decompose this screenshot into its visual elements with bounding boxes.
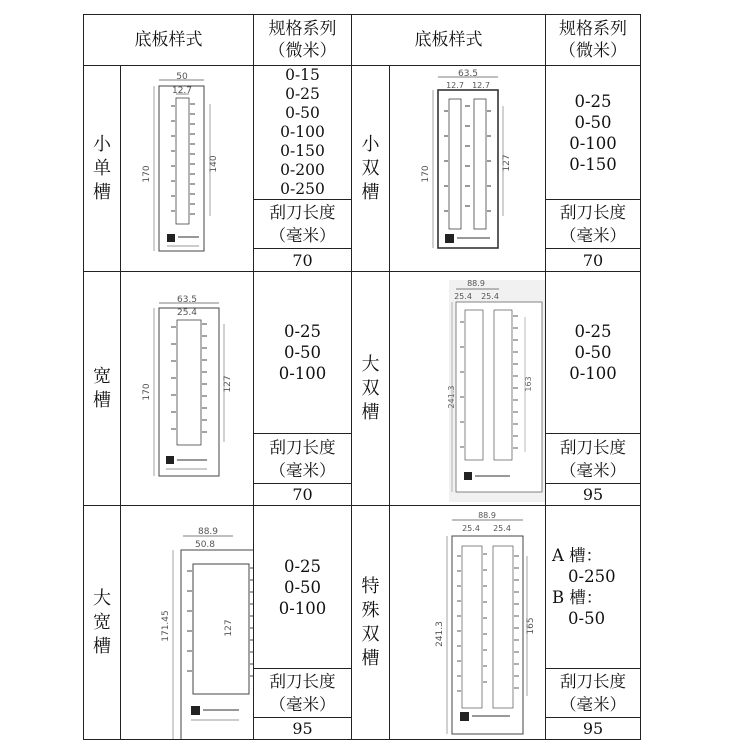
blade-label-small-single [254,200,352,249]
svg-text:25.4: 25.4 [454,292,472,301]
spec-item: 0-50 [574,112,612,132]
spec-item: 0-25 [285,85,320,103]
large-wide-plate [121,506,254,740]
drawing-large-double [390,272,546,506]
svg-text:127: 127 [502,154,512,172]
logo-icon [167,234,175,242]
text-line: （微米） [559,41,627,61]
text-line: 殊 [361,599,380,621]
header-style-2: 底板样式 [352,15,546,66]
drawing-small-single [121,66,254,272]
text-line: （毫米） [560,695,626,714]
text-line: 槽 [93,635,111,657]
specs-large-wide [254,506,352,669]
spec-item: 0-150 [280,142,325,160]
svg-text:63.5: 63.5 [176,295,198,305]
spec-table [83,14,641,740]
scale-ticks [171,324,207,432]
spec-item: 0-100 [278,364,327,383]
spec-item: 0-15 [285,66,320,84]
scale-ticks [457,554,519,691]
spec-b-label: B 槽： [552,588,603,607]
svg-text:171.45: 171.45 [161,610,171,642]
row-large [84,506,641,669]
header-spec-2 [546,15,641,66]
svg-text:25.4: 25.4 [462,524,480,533]
text-line: 规格系列 [559,19,627,39]
row-small [84,66,641,200]
drawing-special-double [390,506,546,740]
name-small-double [352,66,390,272]
text-line: 刮刀长度 [560,437,626,457]
svg-text:25.4: 25.4 [493,524,511,533]
name-special-double [352,506,390,740]
blade-value-small-single: 70 [254,249,352,272]
spec-item: 0-50 [283,343,322,362]
small-single-plate [121,66,254,266]
logo-icon [464,472,472,480]
blade-value-large-wide: 95 [254,718,352,740]
svg-text:12.7: 12.7 [472,81,490,90]
text-line: 刮刀长度 [269,203,336,222]
blade-label-large-double [546,434,641,484]
text-line: 双 [361,623,380,645]
scale-ticks [171,104,195,214]
blade-value-large-double: 95 [546,484,641,506]
svg-text:170: 170 [142,165,152,183]
spec-b-range: 0-50 [568,609,606,628]
spec-item: 0-100 [569,133,617,153]
name-large-double [352,272,390,506]
text-line: （毫米） [269,460,336,480]
text-line: （微米） [268,41,337,61]
spec-a-range: 0-250 [568,567,616,586]
spec-item: 0-200 [280,161,325,179]
drawing-wide [121,272,254,506]
small-double-plate [390,66,546,266]
specs-small-single [254,66,352,200]
blade-label-large-wide [254,669,352,718]
specs-special-double [546,506,641,669]
spec-item: 0-100 [569,364,617,383]
text-line: 小 [93,133,111,155]
spec-item: 0-100 [280,123,325,141]
spec-item: 0-150 [569,154,617,174]
svg-text:88.9: 88.9 [197,527,219,537]
text-line: 槽 [361,401,380,423]
text-line: （毫米） [560,460,626,480]
text-line: 特 [361,575,380,597]
name-wide [84,272,121,506]
svg-text:25.4: 25.4 [481,292,499,301]
text-line: （毫米） [269,226,336,245]
scale-ticks [444,106,491,211]
svg-text:241.3: 241.3 [435,621,445,647]
text-line: 槽 [93,181,111,203]
large-double-plate [390,272,546,504]
text-line: 单 [93,157,111,179]
logo-icon [445,234,454,243]
text-line: 槽 [361,647,380,669]
spec-item: 0-25 [283,322,322,341]
specs-wide [254,272,352,434]
header-row [84,15,641,66]
spec-item: 0-50 [285,104,320,122]
logo-icon [191,706,200,715]
text-line: 大 [361,353,380,375]
svg-text:25.4: 25.4 [176,308,198,318]
text-line: 槽 [93,389,111,411]
svg-text:88.9: 88.9 [478,511,496,520]
wide-plate [121,272,254,504]
text-line: 刮刀长度 [269,437,336,457]
svg-text:88.9: 88.9 [467,279,485,288]
blade-value-special-double: 95 [546,718,641,740]
logo-icon [460,712,469,721]
text-line: 刮刀长度 [560,672,626,691]
drawing-small-double [390,66,546,272]
blade-label-small-double [546,200,641,249]
text-line: 双 [361,377,380,399]
specs-large-double [546,272,641,434]
blade-value-small-double: 70 [546,249,641,272]
text-line: 宽 [93,365,111,387]
row-wide [84,272,641,434]
svg-text:140: 140 [209,155,219,173]
text-line: 刮刀长度 [269,672,336,691]
name-large-wide [84,506,121,740]
spec-item: 0-100 [278,598,327,618]
svg-text:12.7: 12.7 [171,86,193,96]
spec-item: 0-25 [574,322,612,341]
svg-text:127: 127 [224,619,234,637]
svg-text:170: 170 [421,165,431,183]
text-line: （毫米） [269,695,336,714]
header-spec [254,15,352,66]
text-line: 大 [93,587,111,609]
text-line: 双 [361,157,380,179]
spec-item: 0-25 [283,556,322,576]
svg-text:12.7: 12.7 [446,81,464,90]
text-line: 刮刀长度 [560,203,626,222]
scale-ticks [187,568,254,676]
header-style: 底板样式 [84,15,254,66]
svg-text:241.3: 241.3 [447,385,456,409]
spec-item: 0-250 [280,180,325,198]
svg-text:50.8: 50.8 [194,540,216,550]
svg-text:163: 163 [524,376,533,392]
name-small-single [84,66,121,272]
spec-item: 0-50 [283,577,322,597]
special-double-plate [390,506,546,740]
blade-value-wide: 70 [254,484,352,506]
svg-text:170: 170 [142,383,152,401]
text-line: 宽 [93,611,111,633]
text-line: 槽 [361,181,380,203]
text-line: （毫米） [560,226,626,245]
spec-a-label: A 槽： [552,546,603,565]
blade-label-wide [254,434,352,484]
spec-item: 0-25 [574,91,612,111]
svg-text:50: 50 [176,72,188,82]
text-line: 小 [361,133,380,155]
svg-text:63.5: 63.5 [457,69,479,79]
drawing-large-wide [121,506,254,740]
spec-item: 0-50 [574,343,612,362]
svg-text:127: 127 [223,375,233,393]
logo-icon [166,456,174,464]
specs-small-double [546,66,641,200]
blade-label-special-double [546,669,641,718]
svg-text:165: 165 [526,617,536,635]
text-line: 规格系列 [268,19,337,39]
